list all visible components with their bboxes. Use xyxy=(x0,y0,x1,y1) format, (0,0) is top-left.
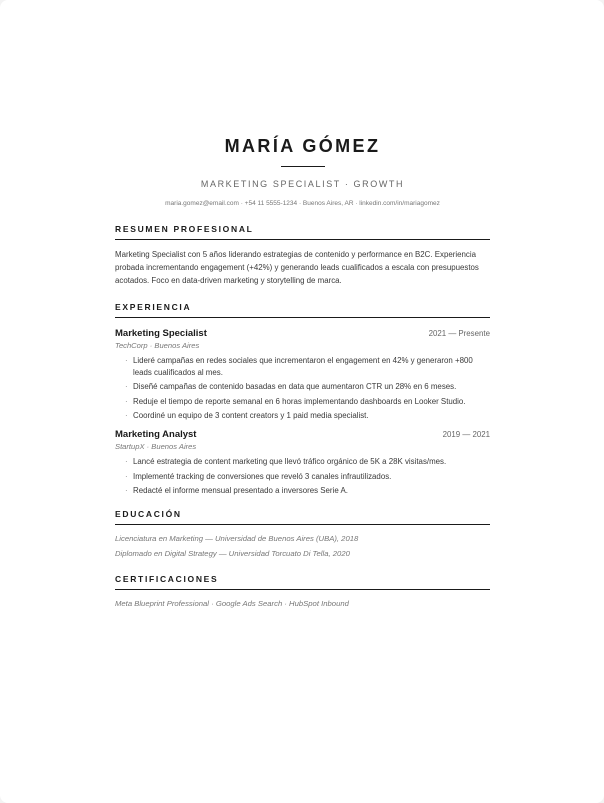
job-bullets xyxy=(115,355,490,423)
education-item: Diplomado en Digital Strategy — Universidad Torcuato Di Tella, 2020 xyxy=(115,549,350,559)
bullet-marker: · xyxy=(125,396,128,406)
job-dates: 2021 — Presente xyxy=(428,328,490,338)
bullet-text: Implementé tracking de conversiones que reveló 3 canales infrautilizados. xyxy=(133,471,392,481)
job-header xyxy=(115,428,490,441)
bullet-text: Lancé estrategia de content marketing que llevó tráfico orgánico de 5K a 28K visitas/mes. xyxy=(133,457,447,467)
certifications-heading: CERTIFICACIONES xyxy=(115,574,490,590)
list-item xyxy=(125,355,490,379)
bullet-text: Reduje el tiempo de reporte semanal en 6 horas implementando dashboards en Looker Studio. xyxy=(133,396,466,406)
bullet-text: Redacté el informe mensual presentado a inversores Serie A. xyxy=(133,486,348,496)
certifications-text: Meta Blueprint Professional · Google Ads Search · HubSpot Inbound xyxy=(115,599,349,609)
job-company: TechCorp · Buenos Aires xyxy=(115,340,200,350)
list-item xyxy=(125,485,490,497)
resume-header xyxy=(115,0,490,208)
job-entry xyxy=(115,327,490,423)
bullet-text: Coordiné un equipo de 3 content creators y 1 paid media specialist. xyxy=(133,411,369,421)
contact-line: maria.gomez@email.com · +54 11 5555-1234 · Buenos Aires, AR · linkedin.com/in/mariagomez xyxy=(165,200,440,207)
bullet-marker: · xyxy=(125,411,128,421)
list-item xyxy=(125,410,490,422)
job-company: StartupX · Buenos Aires xyxy=(115,442,197,452)
education-heading: EDUCACIÓN xyxy=(115,509,490,525)
experience-heading: EXPERIENCIA xyxy=(115,302,490,318)
bullet-marker: · xyxy=(125,382,128,392)
bullet-marker: · xyxy=(125,486,128,496)
job-dates: 2019 — 2021 xyxy=(442,430,490,440)
job-entry xyxy=(115,428,490,497)
job-bullets xyxy=(115,456,490,497)
list-item xyxy=(125,381,490,393)
bullet-marker: · xyxy=(125,457,128,467)
list-item xyxy=(125,456,490,468)
summary-section xyxy=(115,224,490,288)
certifications-section xyxy=(115,574,490,611)
experience-section xyxy=(115,302,490,498)
bullet-text: Diseñé campañas de contenido basadas en data que aumentaron CTR un 28% en 6 meses. xyxy=(133,382,457,392)
bullet-marker: · xyxy=(125,355,128,365)
job-header xyxy=(115,327,490,340)
education-item: Licenciatura en Marketing — Universidad de Buenos Aires (UBA), 2018 xyxy=(115,534,359,544)
list-item xyxy=(125,396,490,408)
summary-heading: RESUMEN PROFESIONAL xyxy=(115,224,490,240)
name-divider xyxy=(281,166,325,167)
education-section xyxy=(115,509,490,561)
bullet-marker: · xyxy=(125,471,128,481)
candidate-tagline: MARKETING SPECIALIST · GROWTH xyxy=(200,179,405,189)
job-title: Marketing Analyst xyxy=(115,429,197,441)
list-item xyxy=(125,471,490,483)
bullet-text: Lideré campañas en redes sociales que incrementaron el engagement en 42% y generaron +800 leads cualificados al mes. xyxy=(133,355,473,377)
education-list xyxy=(115,531,490,561)
candidate-name: MARÍA GÓMEZ xyxy=(224,136,381,156)
job-title: Marketing Specialist xyxy=(115,327,207,339)
summary-text: Marketing Specialist con 5 años liderando estrategias de contenido y performance en B2C. Experiencia probada incrementando engagement (+42%) y generando leads cualificados a escala con presupuestos acotados. Foco en data-driven marketing y storytelling de marca. xyxy=(115,250,479,286)
